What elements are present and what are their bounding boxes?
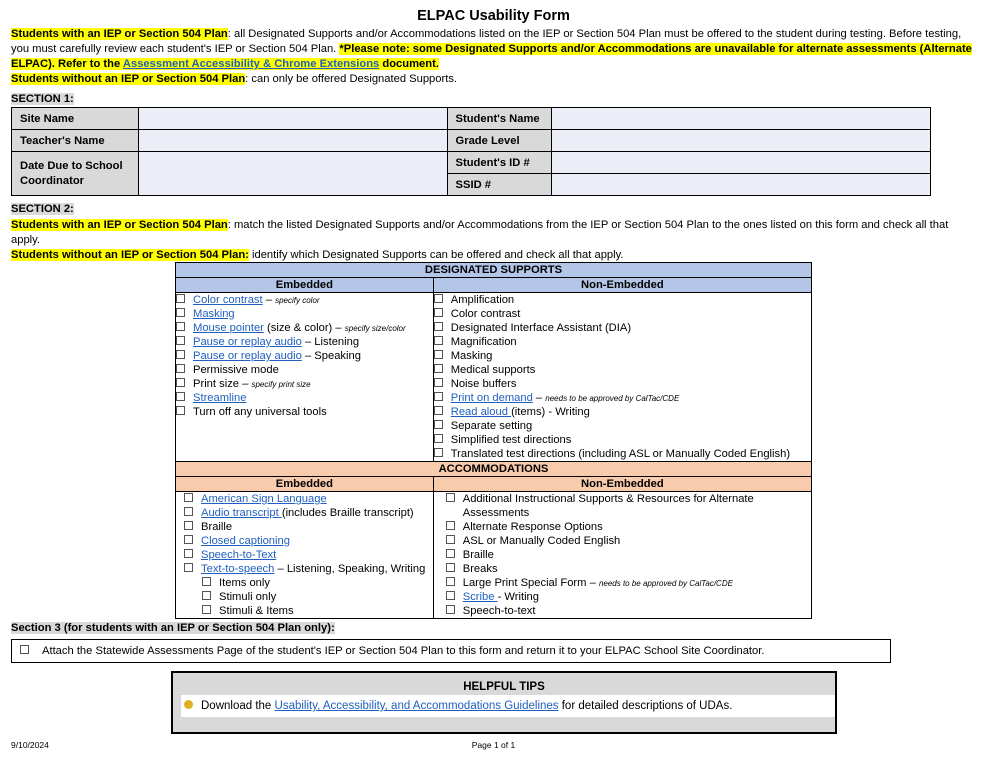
section3-checkbox[interactable] [20, 645, 29, 654]
item-suffix: – Listening, Speaking, Writing [274, 563, 426, 575]
item-dash: – [239, 378, 252, 390]
helpful-tips-box [171, 671, 837, 734]
item-label: Print size [193, 378, 240, 390]
section3-item [11, 639, 891, 663]
acc-embedded-header: Embedded [176, 477, 434, 492]
teacher-name-field[interactable] [138, 130, 447, 152]
section1-header: SECTION 1: [11, 93, 74, 105]
item-suffix: - Writing [497, 591, 540, 603]
list-item[interactable] [434, 377, 811, 391]
list-item[interactable] [434, 447, 811, 461]
checkbox[interactable] [184, 535, 193, 544]
checkbox[interactable] [176, 364, 185, 373]
checkbox[interactable] [184, 521, 193, 530]
list-item[interactable] [434, 405, 811, 419]
acc-nonembedded-list [433, 492, 811, 619]
item-link[interactable]: Pause or replay audio [193, 336, 302, 348]
item-suffix: – Listening [301, 336, 360, 348]
list-item[interactable] [446, 534, 811, 548]
list-item[interactable] [434, 335, 811, 349]
checkbox[interactable] [446, 549, 455, 558]
section3-text: Attach the Statewide Assessments Page of the student's IEP or Section 504 Plan to this form and return it to your ELPAC School Site Coordinator. [42, 645, 765, 657]
list-item[interactable] [176, 363, 433, 377]
designated-supports-title: DESIGNATED SUPPORTS [176, 263, 812, 278]
list-item[interactable] [176, 321, 433, 335]
item-label: Additional Instructional Supports & Resources for Alternate [462, 493, 754, 505]
item-link[interactable]: Color contrast [193, 294, 263, 306]
item-note: specify size/color [344, 324, 406, 333]
checkbox[interactable] [176, 392, 185, 401]
tips-prefix: Download the [201, 700, 275, 712]
list-item[interactable] [184, 506, 433, 520]
item-label: Turn off any universal tools [193, 406, 327, 418]
item-note: specify color [275, 296, 320, 305]
list-item[interactable] [434, 349, 811, 363]
item-link[interactable]: Mouse pointer [193, 322, 264, 334]
item-link[interactable]: Streamline [193, 392, 247, 404]
checkbox[interactable] [176, 308, 185, 317]
section2-iep-label: Students with an IEP or Section 504 Plan [11, 219, 228, 231]
date-due-label: Date Due to School Coordinator [12, 152, 139, 196]
checkbox[interactable] [434, 308, 443, 317]
acc-embedded-items [184, 492, 433, 576]
checkbox[interactable] [446, 591, 455, 600]
list-item[interactable] [434, 307, 811, 321]
checkbox[interactable] [446, 493, 455, 502]
supports-table [175, 262, 812, 619]
intro-iep-paragraph [11, 27, 976, 72]
list-item[interactable] [434, 391, 811, 405]
checkbox[interactable] [176, 294, 185, 303]
checkbox[interactable] [434, 364, 443, 373]
item-link[interactable]: Speech-to-Text [201, 549, 277, 561]
list-item[interactable] [446, 590, 811, 604]
list-item[interactable] [202, 576, 433, 590]
item-suffix: (size & color) [263, 322, 333, 334]
list-item[interactable] [176, 335, 433, 349]
student-name-label: Student's Name [447, 108, 552, 130]
list-item[interactable] [176, 293, 433, 307]
list-item[interactable] [176, 391, 433, 405]
tips-suffix: for detailed descriptions of UDAs. [558, 700, 733, 712]
uaa-guidelines-link[interactable]: Usability, Accessibility, and Accommodations Guidelines [274, 700, 559, 712]
item-label: Translated test directions (including ASL or Manually Coded English) [450, 448, 791, 460]
teacher-name-label: Teacher's Name [12, 130, 139, 152]
checkbox[interactable] [202, 591, 211, 600]
list-item[interactable] [184, 492, 433, 506]
checkbox[interactable] [184, 563, 193, 572]
list-item[interactable] [446, 604, 811, 618]
noniep-label: Students without an IEP or Section 504 Plan [11, 73, 246, 85]
checkbox[interactable] [434, 392, 443, 401]
item-link[interactable]: Closed captioning [201, 535, 290, 547]
assessment-accessibility-link[interactable]: Assessment Accessibility & Chrome Extensions [122, 58, 380, 70]
item-label: Permissive mode [193, 364, 279, 376]
item-label: Stimuli & Items [219, 605, 294, 617]
list-item[interactable] [434, 433, 811, 447]
alt-note-text: *Please note: some Designated Supports and/or Accommodations are unavailable for alternate assessments (Alternate ELPAC). Refer to the [11, 43, 972, 70]
list-item[interactable] [434, 321, 811, 335]
item-label: ASL or Manually Coded English [462, 535, 621, 547]
list-item[interactable] [184, 562, 433, 576]
list-item[interactable] [446, 492, 811, 506]
list-item[interactable] [202, 604, 433, 618]
item-link[interactable]: Read aloud [450, 406, 512, 418]
list-item[interactable] [446, 562, 811, 576]
item-suffix: (includes Braille transcript) [281, 507, 414, 519]
acc-embedded-list [176, 492, 434, 619]
checkbox[interactable] [176, 336, 185, 345]
ds-embedded-header: Embedded [176, 278, 434, 293]
item-label: Noise buffers [450, 378, 517, 390]
noniep-text: : can only be offered Designated Supports. [245, 73, 458, 85]
checkbox[interactable] [434, 322, 443, 331]
section2-noniep-text: identify which Designated Supports can be offered and check all that apply. [248, 249, 624, 261]
section2-noniep-label: Students without an IEP or Section 504 Plan: [11, 249, 249, 261]
item-dash: – [262, 294, 276, 306]
section3-header: Section 3 (for students with an IEP or Section 504 Plan only): [11, 622, 335, 634]
helpful-tips-title: HELPFUL TIPS [463, 681, 545, 693]
list-item[interactable] [176, 307, 433, 321]
checkbox[interactable] [434, 294, 443, 303]
list-item[interactable] [184, 548, 433, 562]
checkbox[interactable] [176, 350, 185, 359]
item-label: Simplified test directions [450, 434, 572, 446]
site-name-label: Site Name [12, 108, 139, 130]
checkbox[interactable] [446, 521, 455, 530]
item-link[interactable]: Pause or replay audio [193, 350, 302, 362]
footer-date: 9/10/2024 [11, 740, 49, 750]
item-label: Color contrast [450, 308, 521, 320]
item-label: Braille [462, 549, 494, 561]
checkbox[interactable] [184, 549, 193, 558]
list-item[interactable] [446, 548, 811, 562]
tts-options [184, 576, 433, 618]
iep-text: : all Designated Supports and/or Accommodations listed on the IEP or Section 504 Plan must be offered to the student during testing. Before testing, you must carefully review each student's IEP or Section 504 Plan. [11, 28, 962, 55]
alt-note-end: document. [379, 58, 439, 70]
list-item[interactable] [434, 363, 811, 377]
checkbox[interactable] [434, 420, 443, 429]
intro-noniep-paragraph [11, 72, 976, 87]
list-item[interactable] [176, 377, 433, 391]
item-label: Assessments [462, 507, 530, 519]
item-link[interactable]: Print on demand [450, 392, 533, 404]
checkbox[interactable] [446, 577, 455, 586]
item-label: Braille [201, 521, 233, 533]
section2-header: SECTION 2: [11, 203, 74, 215]
date-due-field[interactable] [138, 152, 447, 196]
student-name-field[interactable] [552, 108, 931, 130]
checkbox[interactable] [446, 605, 455, 614]
helpful-tips-line [181, 695, 835, 717]
ds-nonembedded-list [433, 293, 811, 462]
item-suffix: – Speaking [301, 350, 361, 362]
item-note: needs to be approved by CalTac/CDE [545, 394, 680, 403]
item-dash: – [532, 392, 546, 404]
checkbox[interactable] [434, 448, 443, 457]
list-item[interactable] [176, 405, 433, 419]
checkbox[interactable] [446, 535, 455, 544]
checkbox[interactable] [434, 336, 443, 345]
checkbox[interactable] [176, 406, 185, 415]
item-label: Stimuli only [219, 591, 277, 603]
item-label: Medical supports [450, 364, 536, 376]
item-dash: – [586, 577, 599, 589]
footer-page: Page 1 of 1 [471, 740, 516, 750]
form-title: ELPAC Usability Form [417, 8, 570, 24]
checkbox[interactable] [176, 378, 185, 387]
section2-iep-paragraph [11, 218, 976, 248]
list-item[interactable] [446, 506, 811, 520]
item-link[interactable]: American Sign Language [201, 493, 327, 505]
checkbox[interactable] [434, 406, 443, 415]
list-item[interactable] [184, 520, 433, 534]
item-label: Alternate Response Options [462, 521, 603, 533]
student-id-label: Student's ID # [447, 152, 552, 174]
checkbox[interactable] [202, 605, 211, 614]
list-item[interactable] [434, 293, 811, 307]
list-item[interactable] [446, 576, 811, 590]
item-link[interactable]: Audio transcript [201, 507, 282, 519]
checkbox[interactable] [202, 577, 211, 586]
acc-nonembedded-header: Non-Embedded [433, 477, 811, 492]
item-link[interactable]: Text-to-speech [201, 563, 275, 575]
ssid-field[interactable] [552, 174, 931, 196]
item-note: specify print size [251, 380, 311, 389]
checkbox[interactable] [184, 493, 193, 502]
item-link[interactable]: Masking [193, 308, 235, 320]
checkbox[interactable] [434, 378, 443, 387]
site-name-field[interactable] [138, 108, 447, 130]
item-dash: – [332, 322, 345, 334]
checkbox[interactable] [446, 563, 455, 572]
section2-iep-text: : match the listed Designated Supports and/or Accommodations from the IEP or Section 504 Plan to the ones listed on this form and check all that apply. [11, 219, 949, 246]
ssid-label: SSID # [447, 174, 552, 196]
grade-level-label: Grade Level [447, 130, 552, 152]
section2-noniep-paragraph [11, 248, 976, 263]
list-item[interactable] [446, 520, 811, 534]
item-label: Designated Interface Assistant (DIA) [450, 322, 632, 334]
item-label: Separate setting [450, 420, 533, 432]
checkbox[interactable] [176, 322, 185, 331]
item-label: Masking [450, 350, 493, 362]
item-suffix: (items) - Writing [511, 406, 590, 418]
tip-icon [184, 700, 193, 709]
checkbox[interactable] [184, 507, 193, 516]
checkbox[interactable] [434, 434, 443, 443]
iep-label: Students with an IEP or Section 504 Plan [11, 28, 228, 40]
ds-nonembedded-header: Non-Embedded [433, 278, 811, 293]
list-item[interactable] [184, 534, 433, 548]
item-label: Items only [219, 577, 270, 589]
item-label: Speech-to-text [462, 605, 536, 617]
item-note: needs to be approved by CalTac/CDE [598, 579, 733, 588]
section1-table [11, 107, 931, 196]
list-item[interactable] [202, 590, 433, 604]
item-label: Large Print Special Form [462, 577, 587, 589]
accommodations-title: ACCOMMODATIONS [176, 462, 812, 477]
grade-level-field[interactable] [552, 130, 931, 152]
item-label: Amplification [450, 294, 515, 306]
list-item[interactable] [176, 349, 433, 363]
ds-embedded-list [176, 293, 434, 462]
item-link[interactable]: Scribe [462, 591, 498, 603]
student-id-field[interactable] [552, 152, 931, 174]
item-label: Magnification [450, 336, 517, 348]
list-item[interactable] [434, 419, 811, 433]
item-label: Breaks [462, 563, 498, 575]
checkbox[interactable] [434, 350, 443, 359]
